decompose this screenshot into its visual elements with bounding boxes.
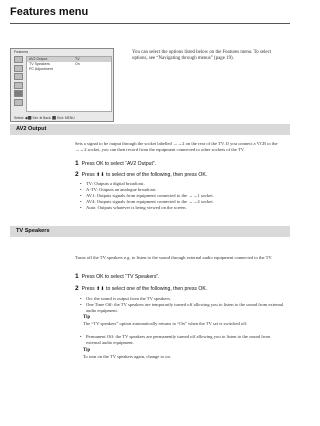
picture-icon: [14, 56, 23, 63]
tv-menu-row-label: PC Adjustment: [29, 67, 53, 71]
setup-icon: [14, 73, 23, 80]
section-heading-band: [10, 124, 290, 135]
tip-label: Tip: [83, 348, 91, 353]
step-text: Press OK to select “AV2 Output”.: [81, 161, 157, 167]
step-2: 2 Press ⬆⬇ to select one of the following, then press OK.: [75, 285, 208, 292]
features-icon: [14, 90, 23, 97]
option-list: [80, 296, 285, 314]
list-item: • One Time Off: the TV speakers are temporarily turned off allowing you to listen to the sound from external audio equipment.: [80, 302, 285, 314]
tip-label: Tip: [83, 315, 91, 320]
title-divider: [10, 23, 290, 24]
section-heading-band: [10, 226, 290, 237]
step-text: Press ⬆⬇ to select one of the following, then press OK.: [81, 286, 208, 292]
tv-menu-screenshot: [10, 48, 114, 122]
list-item: • TV: Outputs a digital broadcast.: [80, 181, 285, 187]
timer-icon: [14, 82, 23, 89]
sound-icon: [14, 65, 23, 72]
tv-menu-row: [27, 67, 111, 72]
tv-menu-row-label: TV Speakers: [29, 62, 50, 66]
tv-menu-list: [26, 56, 112, 112]
section-paragraph: Sets a signal to be output through the socket labelled →→2 on the rear of the TV. If you connect a VCR to the →→2 socket, you can then record from the equipment connected to other sockets of the TV.: [75, 141, 278, 153]
list-item: • Auto: Outputs whatever is being viewed on the screen.: [80, 205, 285, 211]
list-item: • A-TV: Outputs an analogue broadcast.: [80, 187, 285, 193]
list-item: • Permanent Off: the TV speakers are permanently turned off allowing you to listen to the sound from external audio equipment.: [80, 334, 285, 346]
page-title: Features menu: [10, 6, 89, 18]
tip-block: [83, 315, 283, 327]
tip-block: [83, 348, 283, 360]
tv-menu-icon-column: [14, 56, 23, 110]
tv-menu-footer: Select: ◆⬛ Set: ⊕ Back: ⬛ End: MENU: [14, 116, 75, 120]
step-1: 1 Press OK to select “AV2 Output”.: [75, 160, 157, 167]
tv-menu-row-label: AV2 Output: [29, 57, 48, 61]
tuning-icon: [14, 99, 23, 106]
list-item: • On: the sound is output from the TV speakers.: [80, 296, 285, 302]
list-item: • AV1: Outputs signals from equipment connected to the →→1 socket.: [80, 193, 285, 199]
step-2: 2 Press ⬆⬇ to select one of the following, then press OK.: [75, 171, 208, 178]
section-paragraph: Turns off the TV speakers e.g. to listen to the sound through external audio equipment connected to the TV.: [75, 255, 273, 260]
option-list: [80, 334, 285, 346]
tip-text: The “TV speakers” option automatically returns to “On” when the TV set is switched off.: [83, 321, 248, 327]
tv-menu-row-value: TV: [75, 57, 80, 61]
step-text: Press ⬆⬇ to select one of the following, then press OK.: [81, 172, 208, 178]
section-heading: AV2 Output: [16, 125, 47, 132]
option-list: [80, 181, 285, 211]
tv-menu-row-value: On: [75, 62, 80, 66]
step-text: Press OK to select “TV Speakers”.: [81, 274, 160, 280]
tip-text: To turn on the TV speakers again, change to on.: [83, 354, 171, 360]
list-item: • AV4: Outputs signals from equipment connected to the →→4 socket.: [80, 199, 285, 205]
section-heading: TV Speakers: [16, 227, 50, 234]
step-1: 1 Press OK to select “TV Speakers”.: [75, 273, 160, 280]
intro-text: You can select the options listed below on the Features menu. To select options, see “Navigating through menus” (page 19).: [132, 50, 272, 62]
tv-menu-header: Features: [14, 50, 29, 54]
